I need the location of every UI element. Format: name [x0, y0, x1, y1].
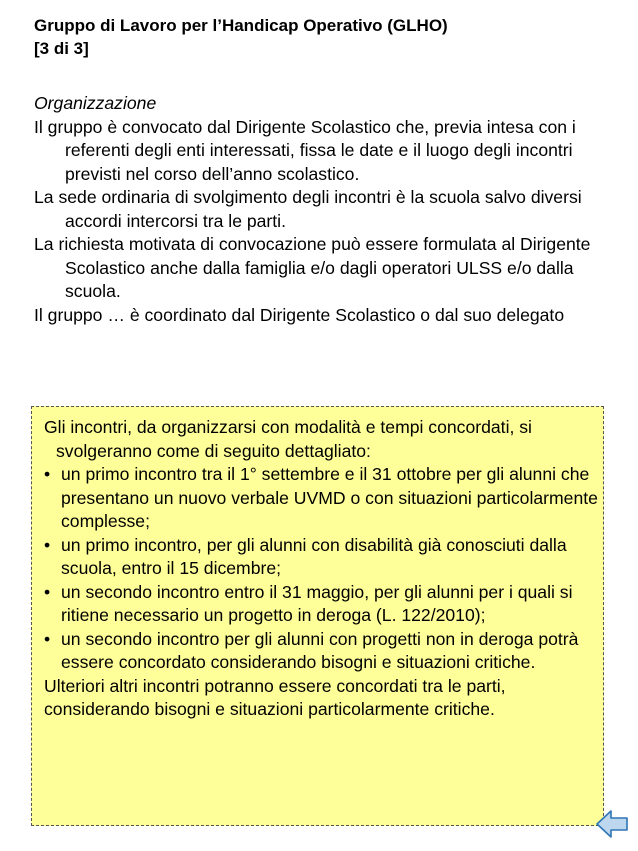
meetings-callout-box	[31, 406, 604, 826]
list-item-text: un secondo incontro entro il 31 maggio, per gli alunni per i quali si ritiene necessario un progetto in deroga (L. 122/2010);	[61, 581, 573, 625]
paragraph: La richiesta motivata di convocazione può essere formulata al Dirigente Scolastico anche dalla famiglia e/o dagli operatori ULSS e/o dalla scuola.	[34, 234, 591, 301]
organizzazione-section	[34, 92, 604, 327]
bullet: •	[44, 581, 51, 602]
bullet: •	[44, 628, 51, 649]
back-arrow-icon	[594, 806, 630, 842]
back-button[interactable]	[594, 806, 630, 842]
callout-intro: Gli incontri, da organizzarsi con modalità e tempi concordati, si svolgeranno come di seguito dettagliato:	[44, 417, 532, 461]
paragraph: Il gruppo … è coordinato dal Dirigente Scolastico o dal suo delegato	[34, 304, 565, 325]
list-item	[44, 628, 600, 675]
list-item-text: un primo incontro tra il 1° settembre e il 31 ottobre per gli alunni che presentano un nuovo verbale UVMD o con situazioni particolarmente complesse;	[61, 464, 598, 531]
bullet: •	[44, 534, 51, 555]
paragraph: La sede ordinaria di svolgimento degli incontri è la scuola salvo diversi accordi intercorsi tra le parti.	[34, 187, 582, 231]
list-item	[44, 534, 600, 581]
list-item-text: un primo incontro, per gli alunni con disabilità già conosciuti dalla scuola, entro il 15 dicembre;	[61, 534, 567, 578]
list-item	[44, 463, 600, 534]
section-heading: Organizzazione	[34, 93, 157, 113]
bullet: •	[44, 464, 51, 484]
slide-title	[34, 14, 614, 60]
callout-closing: Ulteriori altri incontri potranno essere concordati tra le parti, considerando bisogni e situazioni particolarmente critiche.	[44, 675, 506, 719]
meetings-list	[44, 463, 600, 675]
list-item-text: un secondo incontro per gli alunni con progetti non in deroga potrà essere concordato considerando bisogni e situazioni critiche.	[61, 628, 579, 672]
slide-title-line-1: Gruppo di Lavoro per l’Handicap Operativo (GLHO)	[34, 16, 448, 35]
list-item	[44, 581, 600, 628]
slide-title-line-2: [3 di 3]	[34, 39, 89, 58]
paragraph: Il gruppo è convocato dal Dirigente Scolastico che, previa intesa con i referenti degli enti interessati, fissa le date e il luogo degli incontri previsti nel corso dell’anno scolastico.	[34, 116, 576, 184]
meetings-callout-content	[44, 416, 600, 722]
